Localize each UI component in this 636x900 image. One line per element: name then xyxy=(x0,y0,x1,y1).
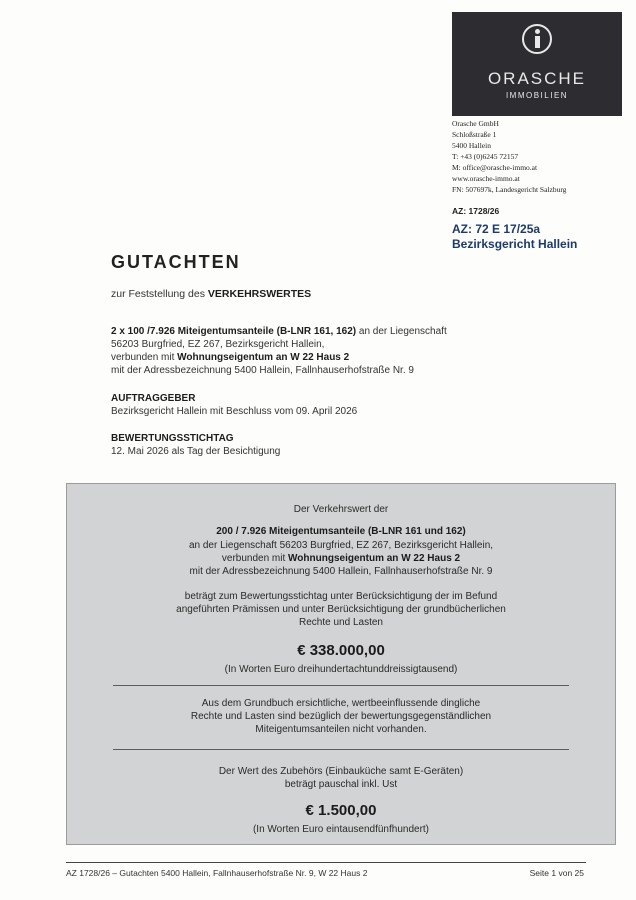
contact-phone: T: +43 (0)6245 72157 xyxy=(452,152,519,161)
panel-p2-line1: beträgt zum Bewertungsstichtag unter Berücksichtigung der im Befund xyxy=(184,591,498,602)
valuation-date-section xyxy=(111,432,280,458)
valuation-summary-panel xyxy=(66,483,616,845)
logo-subtitle: IMMOBILIEN xyxy=(505,91,569,100)
page-number: Seite 1 von 25 xyxy=(529,868,584,878)
accessory-value-words: (In Worten Euro eintausendfünfhundert) xyxy=(252,824,430,835)
panel-l3-bold: Wohnungseigentum an W 22 Haus 2 xyxy=(288,553,461,564)
object-property: 56203 Burgfried, EZ 267, Bezirksgericht Hallein, xyxy=(111,339,325,350)
client-text: Bezirksgericht Hallein mit Beschluss vom 09. April 2026 xyxy=(111,406,358,417)
object-ownership: Wohnungseigentum an W 22 Haus 2 xyxy=(177,352,350,363)
contact-company: Orasche GmbH xyxy=(452,119,499,128)
object-l1-rest: an der Liegenschaft xyxy=(356,326,447,337)
client-section xyxy=(111,392,357,418)
object-l3-prefix: verbunden mit xyxy=(111,352,178,363)
company-logo xyxy=(452,12,622,116)
panel-divider-2 xyxy=(113,749,569,750)
panel-l3-prefix: verbunden mit xyxy=(221,553,289,564)
valuation-date-heading: BEWERTUNGSSTICHTAG xyxy=(111,433,234,444)
panel-intro: Der Verkehrswert der xyxy=(293,504,389,515)
market-value: € 338.000,00 xyxy=(297,642,385,659)
document-subtitle xyxy=(111,288,311,300)
footer-divider xyxy=(66,862,586,863)
object-description xyxy=(111,325,447,377)
contact-city: 5400 Hallein xyxy=(452,141,491,150)
panel-p4-line2: beträgt pauschal inkl. Ust xyxy=(284,779,398,790)
file-number: AZ: 1728/26 xyxy=(452,206,500,216)
panel-p2-line2: angeführten Prämissen und unter Berücksichtigung der grundbücherlichen xyxy=(176,604,506,615)
contact-email: M: office@orasche-immo.at xyxy=(452,163,538,172)
panel-property: an der Liegenschaft 56203 Burgfried, EZ 267, Bezirksgericht Hallein, xyxy=(188,540,494,551)
court-reference xyxy=(452,222,577,252)
panel-divider-1 xyxy=(113,685,569,686)
subtitle-bold: VERKEHRSWERTES xyxy=(207,288,312,300)
court-case-number: AZ: 72 E 17/25a xyxy=(452,222,541,236)
contact-register: FN: 507697k, Landesgericht Salzburg xyxy=(452,185,567,194)
object-address: mit der Adressbezeichnung 5400 Hallein, Fallnhauserhofstraße Nr. 9 xyxy=(111,365,414,376)
panel-address: mit der Adressbezeichnung 5400 Hallein, Fallnhauserhofstraße Nr. 9 xyxy=(189,566,493,577)
logo-name: ORASCHE xyxy=(487,69,587,88)
info-i-icon xyxy=(522,24,552,54)
contact-block xyxy=(452,118,566,195)
document-title: GUTACHTEN xyxy=(111,252,241,272)
contact-street: Schloßstraße 1 xyxy=(452,130,497,139)
panel-ownership xyxy=(67,552,615,565)
panel-p3-line2: Rechte und Lasten sind bezüglich der bewertungsgegenständlichen xyxy=(190,711,492,722)
subtitle-prefix: zur Feststellung des xyxy=(111,288,208,300)
panel-p3-line3: Miteigentumsanteilen nicht vorhanden. xyxy=(255,724,427,735)
court-name: Bezirksgericht Hallein xyxy=(452,237,578,251)
object-shares: 2 x 100 /7.926 Miteigentumsanteile (B-LNR 161, 162) xyxy=(111,326,357,337)
panel-p3-line1: Aus dem Grundbuch ersichtliche, wertbeeinflussende dingliche xyxy=(201,698,481,709)
panel-p4-line1: Der Wert des Zubehörs (Einbauküche samt E-Geräten) xyxy=(218,766,464,777)
market-value-words: (In Worten Euro dreihundertachtunddreissigtausend) xyxy=(224,664,458,675)
panel-p2-line3: Rechte und Lasten xyxy=(299,617,383,628)
contact-web: www.orasche-immo.at xyxy=(452,174,520,183)
client-heading: AUFTRAGGEBER xyxy=(111,393,196,404)
footer-reference: AZ 1728/26 – Gutachten 5400 Hallein, Fallnhauserhofstraße Nr. 9, W 22 Haus 2 xyxy=(66,868,368,878)
panel-shares xyxy=(67,525,615,538)
valuation-date-text: 12. Mai 2026 als Tag der Besichtigung xyxy=(111,446,281,457)
panel-shares-bold: 200 / 7.926 Miteigentumsanteile (B-LNR 161 und 162) xyxy=(216,526,466,537)
accessory-value: € 1.500,00 xyxy=(305,802,377,819)
